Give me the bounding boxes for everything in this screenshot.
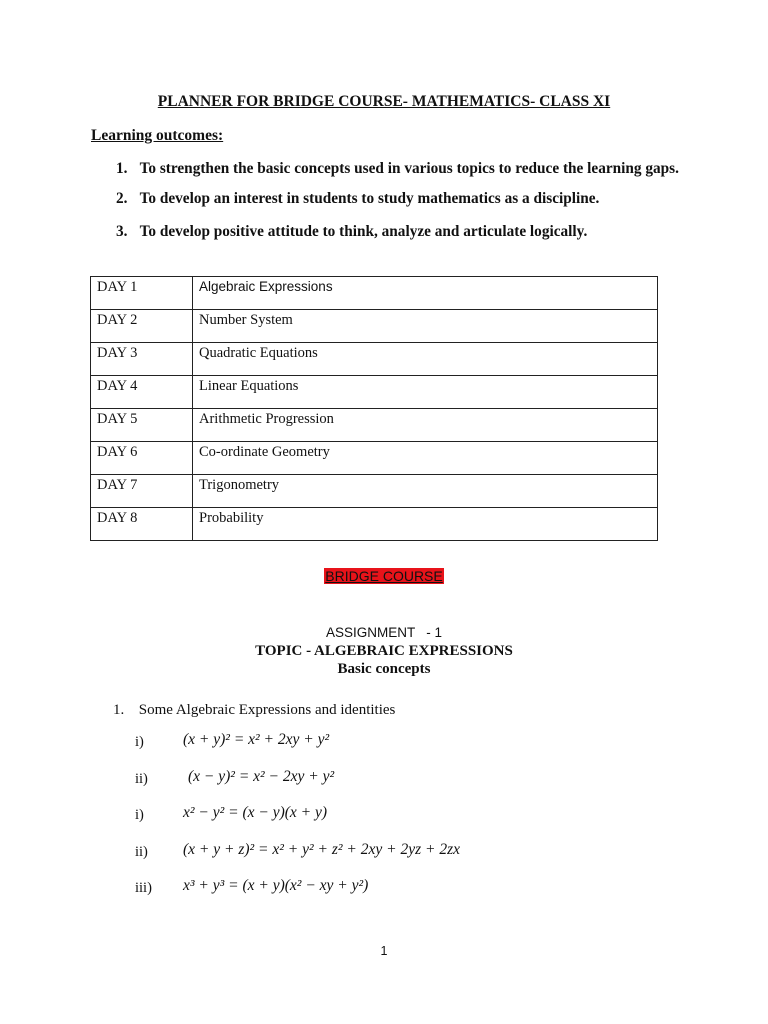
section-heading (113, 702, 395, 719)
outcome-number: 1. (116, 160, 128, 177)
section-text: Some Algebraic Expressions and identities (138, 702, 396, 718)
topic-cell: Co-ordinate Geometry (193, 442, 658, 475)
page-number: 1 (380, 944, 388, 958)
outcome-number: 3. (116, 223, 128, 240)
outcome-number: 2. (116, 190, 128, 207)
topic-cell: Algebraic Expressions (193, 277, 658, 310)
day-cell: DAY 3 (91, 343, 193, 376)
day-cell: DAY 7 (91, 475, 193, 508)
table-row (91, 442, 658, 475)
bridge-course-banner (0, 568, 768, 586)
section-number: 1. (113, 702, 125, 718)
table-row (91, 508, 658, 541)
table-row (91, 343, 658, 376)
day-cell: DAY 6 (91, 442, 193, 475)
outcome-text: To strengthen the basic concepts used in various topics to reduce the learning gaps. (139, 160, 679, 177)
identity-formula: x³ + y³ = (x + y)(x² − xy + y²) (183, 877, 369, 894)
table-row (91, 277, 658, 310)
day-cell: DAY 5 (91, 409, 193, 442)
page-title: PLANNER FOR BRIDGE COURSE- MATHEMATICS- CLASS XI (157, 93, 611, 110)
topic-cell: Arithmetic Progression (193, 409, 658, 442)
topic-cell: Probability (193, 508, 658, 541)
day-cell: DAY 8 (91, 508, 193, 541)
table-row (91, 475, 658, 508)
learning-outcomes-heading: Learning outcomes: (91, 127, 224, 144)
outcome-text: To develop positive attitude to think, analyze and articulate logically. (139, 223, 588, 240)
outcome-item (116, 190, 599, 208)
identity-label: iii) (135, 880, 152, 896)
table-row (91, 376, 658, 409)
outcome-item (116, 160, 679, 178)
outcome-item (116, 223, 587, 241)
identity-label: i) (135, 734, 144, 750)
topic-cell: Trigonometry (193, 475, 658, 508)
day-cell: DAY 1 (91, 277, 193, 310)
identity-formula: (x + y)² = x² + 2xy + y² (183, 731, 330, 748)
topic-heading: TOPIC - ALGEBRAIC EXPRESSIONS (255, 643, 513, 659)
topic-cell: Quadratic Equations (193, 343, 658, 376)
identity-formula: x² − y² = (x − y)(x + y) (183, 804, 328, 821)
identity-formula: (x + y + z)² = x² + y² + z² + 2xy + 2yz + 2zx (183, 841, 461, 858)
identity-formula: (x − y)² = x² − 2xy + y² (188, 768, 335, 785)
identity-label: i) (135, 807, 144, 823)
day-cell: DAY 2 (91, 310, 193, 343)
topic-cell: Linear Equations (193, 376, 658, 409)
planner-table (90, 276, 658, 541)
table-row (91, 310, 658, 343)
subtopic-heading: Basic concepts (337, 661, 431, 677)
bridge-course-label: BRIDGE COURSE (325, 568, 443, 584)
identity-label: ii) (135, 771, 148, 787)
assignment-heading: ASSIGNMENT - 1 (325, 625, 443, 640)
day-cell: DAY 4 (91, 376, 193, 409)
outcome-text: To develop an interest in students to study mathematics as a discipline. (139, 190, 600, 207)
topic-cell: Number System (193, 310, 658, 343)
table-row (91, 409, 658, 442)
identity-label: ii) (135, 844, 148, 860)
